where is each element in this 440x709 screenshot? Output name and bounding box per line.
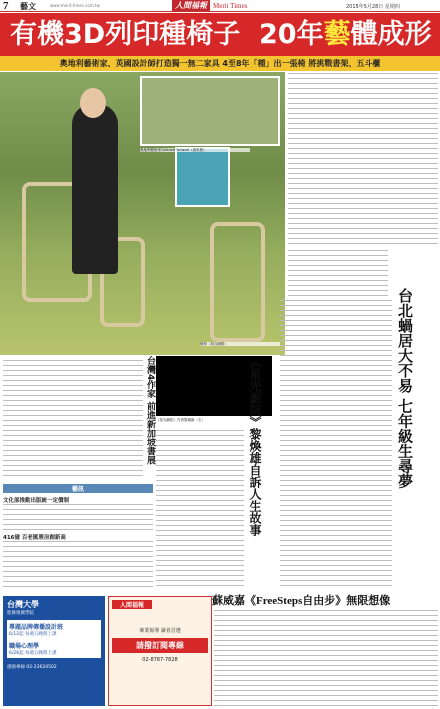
photo-caption: 奧地利藝術家Gerhard Scherzl（資料照） — [140, 148, 250, 152]
artist-head — [80, 88, 106, 118]
artist-figure — [72, 104, 118, 274]
right-headline: 台北蝸居大不易 七年級生尋夢 — [396, 288, 414, 489]
ad-phone: 諮詢專線 02-23620502 — [7, 665, 57, 670]
headline-highlight: 藝 — [323, 19, 351, 50]
headline-part2: 種椅子 — [159, 19, 241, 50]
freesteps-headline: 蘇威嘉《FreeSteps自由步》無限想像 — [212, 595, 391, 607]
article-text — [288, 73, 438, 248]
ad-title: 台灣大學 — [7, 600, 39, 609]
article-text — [214, 610, 438, 706]
chair-shape — [210, 222, 265, 342]
ad-cta: 請撥訂閱專線 — [112, 638, 208, 653]
inset-photo — [175, 147, 230, 207]
inset-photo — [140, 76, 280, 146]
ad-subtitle: 進修推廣學院 — [7, 611, 34, 616]
page-number: 7 — [3, 0, 9, 12]
course-date: 6/12起 每週五晚間上課 — [9, 632, 57, 637]
course-date: 6/26起 每週五晚間上課 — [9, 651, 57, 656]
ad-phone: 02-8787-7828 — [142, 657, 178, 663]
brief-text — [3, 541, 153, 589]
headline-part1: 有機3D列印 — [10, 19, 160, 50]
main-headline — [0, 13, 440, 56]
section-name: 藝文 — [20, 2, 36, 11]
brief-label: 藝訊 — [3, 484, 153, 493]
ad-logo: 人間福報 — [112, 600, 152, 609]
brief-title: 文化部推動出版統一定價制 — [3, 498, 70, 504]
theatre-headline: 《星光劇院》黎煥雄自訴人生故事 — [248, 356, 262, 536]
paper-logo: 人間福報 — [172, 0, 210, 11]
article-text — [156, 430, 244, 590]
paper-logo-en: Merit Times — [213, 2, 248, 10]
ad-slogan: 專業報導 讀者首選 — [139, 628, 181, 634]
photo-caption: 種椅（取自網路） — [200, 342, 280, 346]
side-headline: 台灣4作家 前進新加坡書展 — [145, 356, 155, 465]
article-text — [3, 360, 143, 480]
headline-part3: 20年 — [259, 19, 324, 50]
photo-caption: 《星光劇院》作者黎煥雄（右） — [156, 418, 272, 422]
issue-date: 2015年5月28日 星期四 — [346, 4, 400, 10]
brief-text — [3, 504, 153, 530]
subscription-ad[interactable] — [108, 596, 212, 706]
headline-part5: 體成形 — [350, 19, 432, 50]
brief-title: 416億 百老匯票房創新高 — [3, 535, 66, 541]
course-name: 職場心理學 — [9, 643, 40, 650]
subheadline: 奧地利藝術家、英國設計師打造獨一無二家具 4至8年「種」出一張椅 將挑戰書架、五斗櫃 — [0, 56, 440, 71]
course-name: 專題品牌傳播設計班 — [9, 624, 64, 631]
university-ad[interactable] — [3, 596, 105, 706]
article-text — [280, 300, 392, 590]
chair-photo — [0, 72, 285, 355]
site-url[interactable]: www.merit-times.com.tw — [50, 3, 100, 8]
